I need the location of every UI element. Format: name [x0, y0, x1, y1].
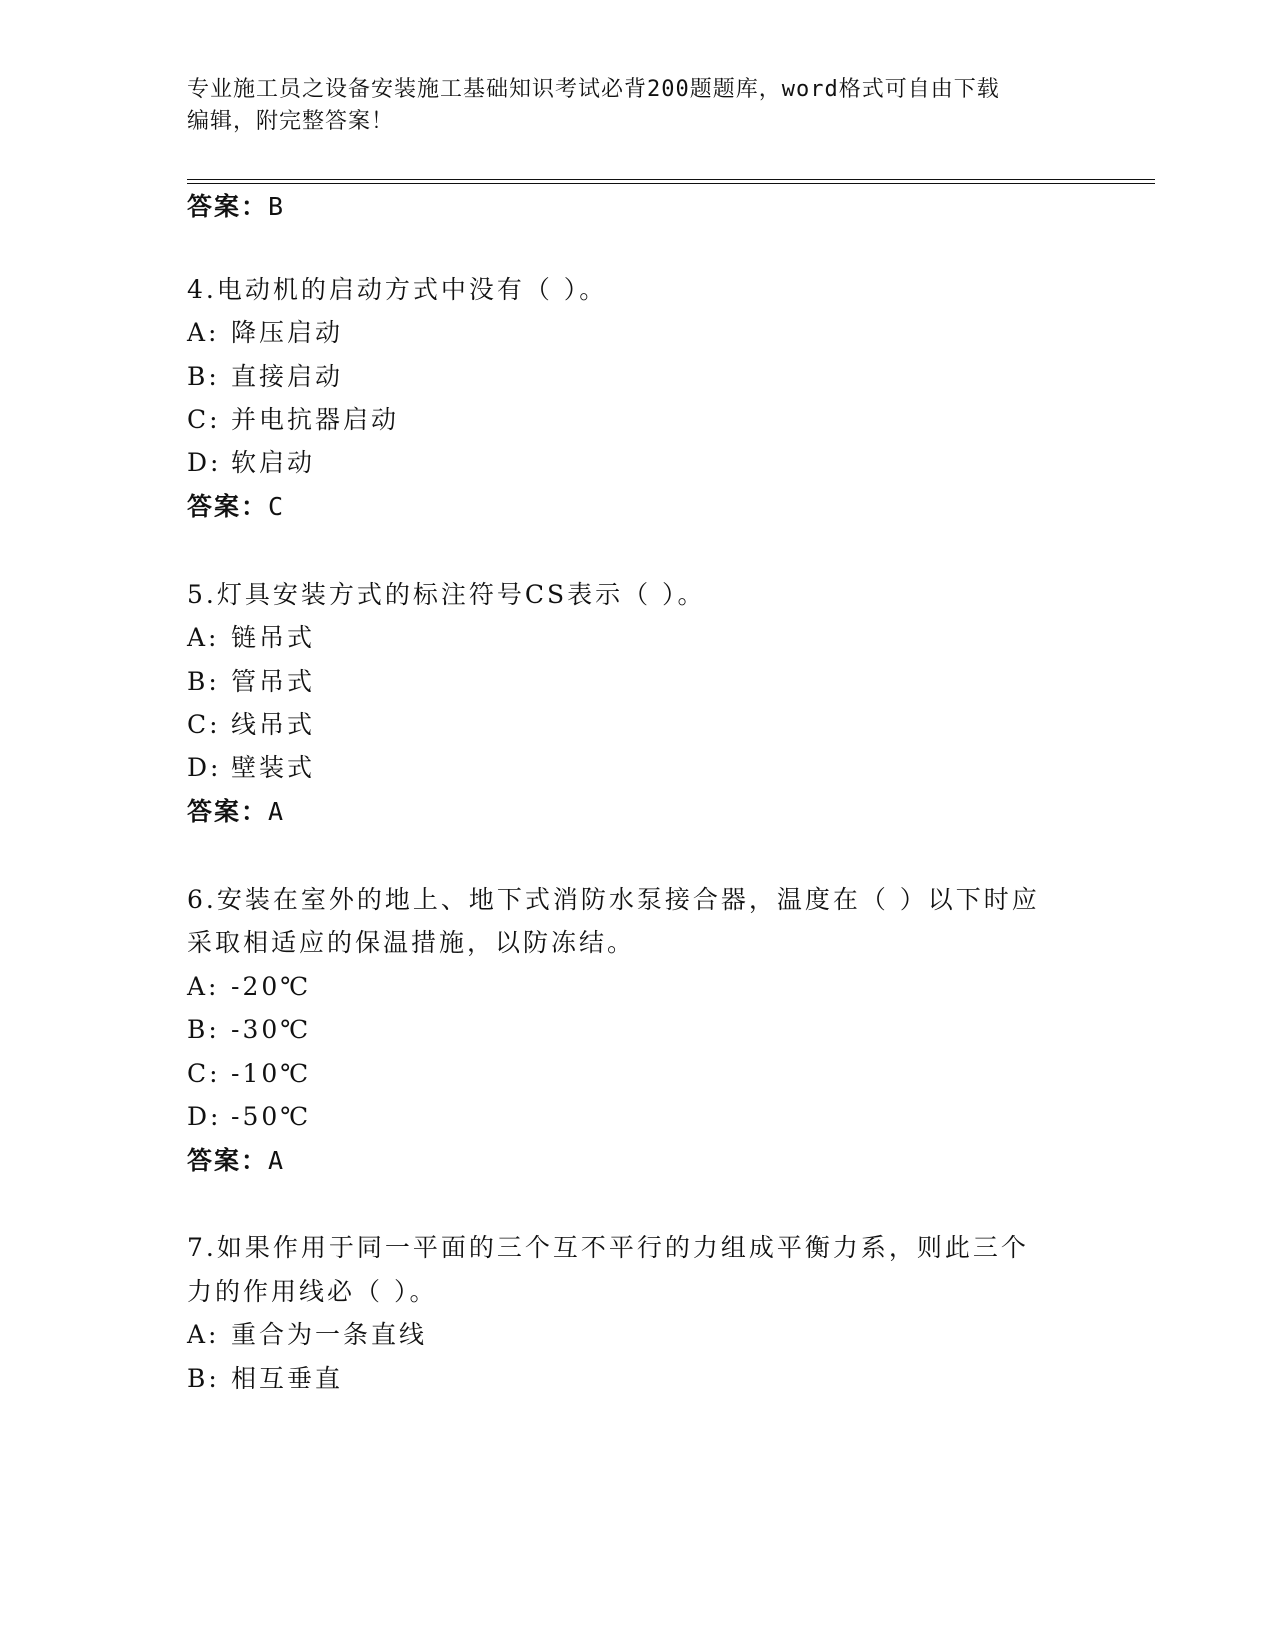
- document-header: [187, 74, 1087, 138]
- question-5-option-c: [187, 709, 315, 741]
- option-key: B:: [187, 362, 220, 391]
- option-text: 软启动: [231, 448, 316, 477]
- option-text: 并电抗器启动: [231, 405, 400, 434]
- question-5-option-b: [187, 666, 315, 698]
- answer-label: 答案：: [187, 1146, 269, 1175]
- question-7-stem-line1: 7.如果作用于同一平面的三个互不平行的力组成平衡力系，则此三个: [187, 1233, 1029, 1262]
- option-text: -50℃: [231, 1102, 312, 1131]
- option-key: A:: [187, 623, 220, 652]
- question-6-stem-line2: 采取相适应的保温措施，以防冻结。: [187, 928, 636, 957]
- answer-label: 答案：: [187, 797, 269, 826]
- question-4-option-b: [187, 361, 343, 393]
- option-text: -20℃: [231, 972, 312, 1001]
- option-key: A:: [187, 1320, 220, 1349]
- option-text: 重合为一条直线: [231, 1320, 428, 1349]
- option-key: D:: [187, 753, 222, 782]
- question-5-stem: 5.灯具安装方式的标注符号CS表示（ ）。: [187, 580, 706, 609]
- question-6-option-a: [187, 971, 311, 1003]
- option-text: 链吊式: [231, 623, 316, 652]
- option-key: C:: [187, 710, 221, 739]
- question-6-option-c: [187, 1058, 311, 1090]
- answer-label: 答案：: [187, 192, 269, 221]
- question-7-stem-line2: 力的作用线必（ ）。: [187, 1277, 438, 1306]
- option-text: -10℃: [231, 1059, 312, 1088]
- answer-value: C: [268, 492, 286, 521]
- option-key: D:: [187, 448, 222, 477]
- question-5-option-d: [187, 752, 315, 784]
- option-text: -30℃: [231, 1015, 312, 1044]
- question-4-option-a: [187, 317, 343, 349]
- option-text: 管吊式: [231, 667, 316, 696]
- option-text: 相互垂直: [231, 1364, 344, 1393]
- question-5-option-a: [187, 622, 315, 654]
- answer-value: A: [268, 1146, 286, 1175]
- option-text: 壁装式: [231, 753, 316, 782]
- question-6-option-b: [187, 1014, 311, 1046]
- option-key: D:: [187, 1102, 222, 1131]
- question-6-option-d: [187, 1101, 311, 1133]
- answer-value: A: [268, 797, 286, 826]
- answer-q5: [187, 796, 285, 828]
- answer-q3: [187, 191, 285, 223]
- option-key: C:: [187, 1059, 221, 1088]
- question-4-stem: 4.电动机的启动方式中没有（ ）。: [187, 275, 608, 304]
- header-title-line2: 编辑，附完整答案！: [187, 109, 395, 134]
- question-4-option-d: [187, 447, 315, 479]
- answer-value: B: [268, 192, 286, 221]
- question-7-option-a: [187, 1319, 427, 1351]
- option-text: 直接启动: [231, 362, 344, 391]
- header-divider-bottom: [187, 183, 1155, 184]
- option-text: 线吊式: [231, 710, 316, 739]
- option-key: A:: [187, 318, 220, 347]
- question-6-stem-line1: 6.安装在室外的地上、地下式消防水泵接合器，温度在（ ）以下时应: [187, 885, 1040, 914]
- option-key: B:: [187, 1015, 220, 1044]
- question-4-option-c: [187, 404, 399, 436]
- option-key: A:: [187, 972, 220, 1001]
- question-7-option-b: [187, 1363, 343, 1395]
- answer-label: 答案：: [187, 492, 269, 521]
- option-key: C:: [187, 405, 221, 434]
- answer-q4: [187, 491, 285, 523]
- header-divider-top: [187, 179, 1155, 180]
- answer-q6: [187, 1145, 285, 1177]
- option-key: B:: [187, 667, 220, 696]
- option-text: 降压启动: [231, 318, 344, 347]
- header-title-line1: 专业施工员之设备安装施工基础知识考试必背200题题库，word格式可自由下载: [187, 77, 1000, 102]
- option-key: B:: [187, 1364, 220, 1393]
